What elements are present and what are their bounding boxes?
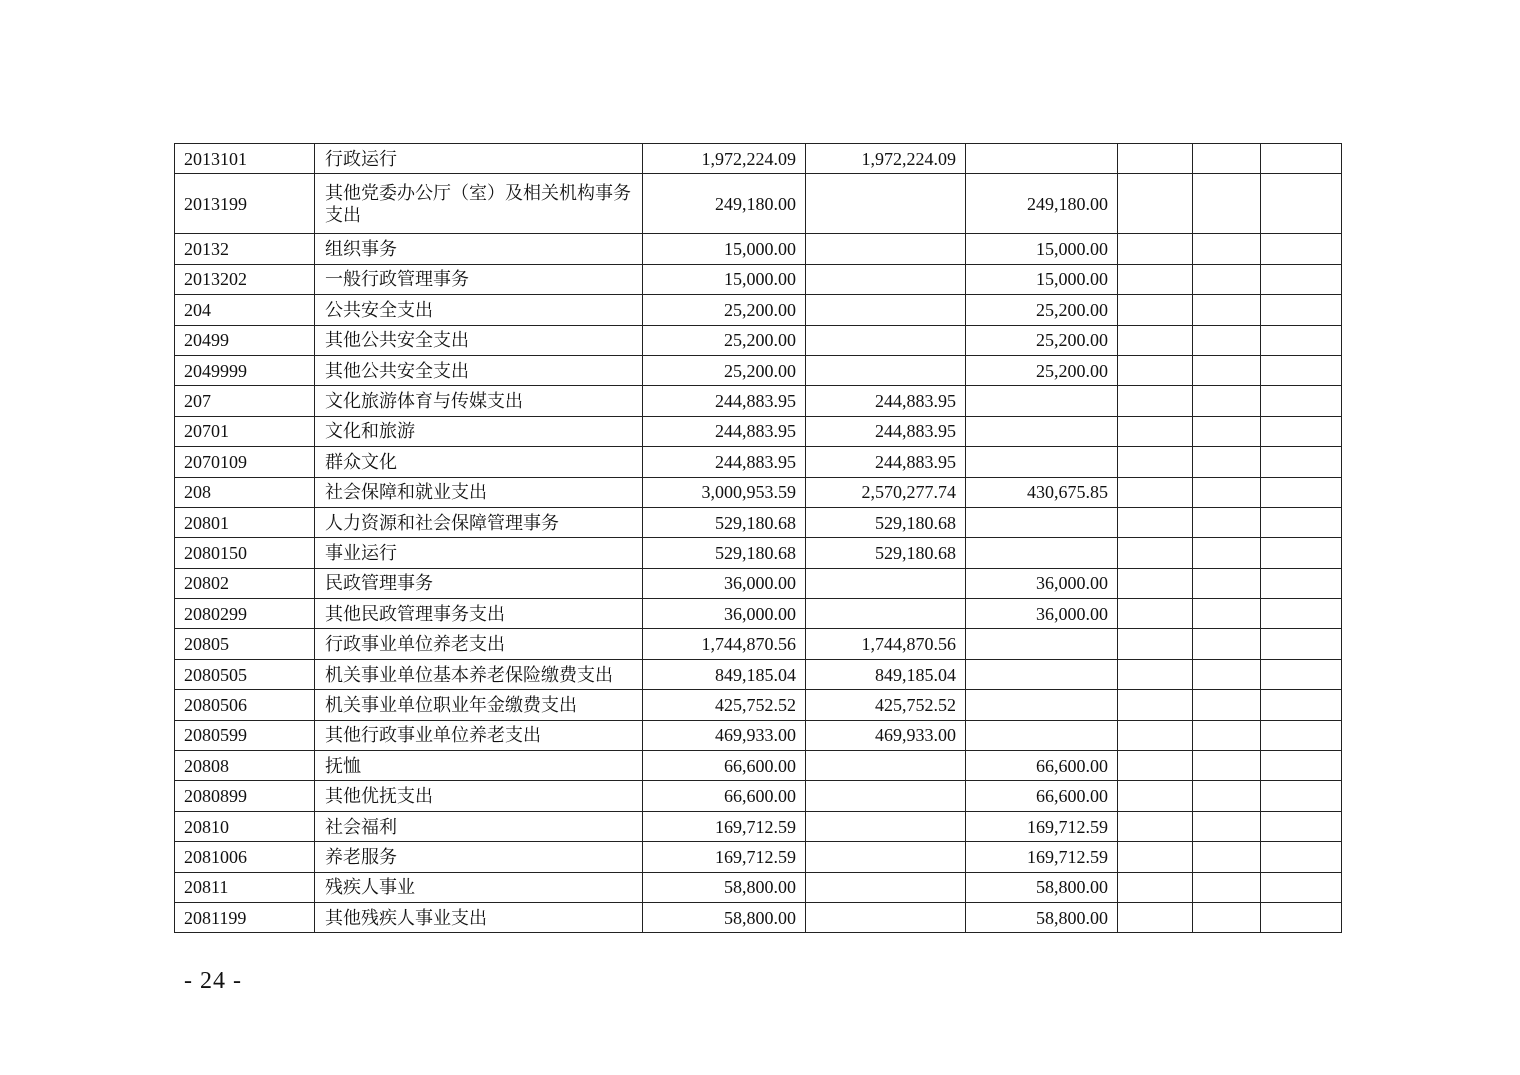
empty-cell: [1261, 568, 1342, 598]
table-row: [175, 690, 1342, 720]
name-cell: 抚恤: [315, 751, 643, 781]
code-cell: 20808: [175, 751, 315, 781]
empty-cell: [1193, 720, 1261, 750]
empty-cell: [1118, 872, 1193, 902]
code-cell: 20810: [175, 811, 315, 841]
project-cell: 36,000.00: [966, 568, 1118, 598]
project-cell: 15,000.00: [966, 234, 1118, 264]
code-cell: 20805: [175, 629, 315, 659]
empty-cell: [1193, 264, 1261, 294]
total-cell: 249,180.00: [643, 174, 806, 234]
basic-cell: [806, 295, 966, 325]
code-cell: 20701: [175, 416, 315, 446]
basic-cell: 529,180.68: [806, 507, 966, 537]
empty-cell: [1261, 902, 1342, 932]
empty-cell: [1118, 751, 1193, 781]
table-body: [175, 144, 1342, 933]
name-cell: 组织事务: [315, 234, 643, 264]
code-cell: 204: [175, 295, 315, 325]
project-cell: 25,200.00: [966, 355, 1118, 385]
empty-cell: [1193, 568, 1261, 598]
name-cell: 其他残疾人事业支出: [315, 902, 643, 932]
empty-cell: [1118, 325, 1193, 355]
empty-cell: [1261, 842, 1342, 872]
basic-cell: [806, 599, 966, 629]
empty-cell: [1193, 325, 1261, 355]
empty-cell: [1261, 416, 1342, 446]
empty-cell: [1193, 174, 1261, 234]
empty-cell: [1261, 264, 1342, 294]
empty-cell: [1118, 174, 1193, 234]
name-cell: 养老服务: [315, 842, 643, 872]
code-cell: 20811: [175, 872, 315, 902]
empty-cell: [1261, 144, 1342, 174]
total-cell: 529,180.68: [643, 538, 806, 568]
empty-cell: [1118, 842, 1193, 872]
total-cell: 66,600.00: [643, 751, 806, 781]
project-cell: 169,712.59: [966, 811, 1118, 841]
empty-cell: [1261, 872, 1342, 902]
total-cell: 244,883.95: [643, 447, 806, 477]
empty-cell: [1118, 690, 1193, 720]
empty-cell: [1193, 842, 1261, 872]
empty-cell: [1193, 659, 1261, 689]
total-cell: 425,752.52: [643, 690, 806, 720]
basic-cell: 2,570,277.74: [806, 477, 966, 507]
empty-cell: [1118, 629, 1193, 659]
project-cell: 66,600.00: [966, 781, 1118, 811]
name-cell: 社会福利: [315, 811, 643, 841]
table-row: [175, 264, 1342, 294]
total-cell: 58,800.00: [643, 872, 806, 902]
project-cell: 15,000.00: [966, 264, 1118, 294]
empty-cell: [1261, 690, 1342, 720]
empty-cell: [1261, 386, 1342, 416]
table-row: [175, 507, 1342, 537]
project-cell: 249,180.00: [966, 174, 1118, 234]
empty-cell: [1118, 902, 1193, 932]
code-cell: 20132: [175, 234, 315, 264]
empty-cell: [1118, 659, 1193, 689]
empty-cell: [1261, 599, 1342, 629]
code-cell: 20499: [175, 325, 315, 355]
empty-cell: [1193, 690, 1261, 720]
empty-cell: [1261, 507, 1342, 537]
code-cell: 2080599: [175, 720, 315, 750]
code-cell: 207: [175, 386, 315, 416]
code-cell: 2080505: [175, 659, 315, 689]
basic-cell: [806, 751, 966, 781]
empty-cell: [1193, 751, 1261, 781]
total-cell: 1,972,224.09: [643, 144, 806, 174]
code-cell: 2081199: [175, 902, 315, 932]
name-cell: 文化和旅游: [315, 416, 643, 446]
basic-cell: 244,883.95: [806, 447, 966, 477]
total-cell: 66,600.00: [643, 781, 806, 811]
total-cell: 3,000,953.59: [643, 477, 806, 507]
project-cell: [966, 659, 1118, 689]
table-row: [175, 234, 1342, 264]
empty-cell: [1193, 629, 1261, 659]
table-row: [175, 174, 1342, 234]
project-cell: [966, 416, 1118, 446]
table-row: [175, 629, 1342, 659]
empty-cell: [1118, 477, 1193, 507]
empty-cell: [1261, 295, 1342, 325]
table-row: [175, 811, 1342, 841]
empty-cell: [1261, 751, 1342, 781]
empty-cell: [1118, 811, 1193, 841]
empty-cell: [1118, 568, 1193, 598]
total-cell: 15,000.00: [643, 264, 806, 294]
empty-cell: [1193, 872, 1261, 902]
empty-cell: [1118, 447, 1193, 477]
total-cell: 244,883.95: [643, 416, 806, 446]
empty-cell: [1261, 538, 1342, 568]
name-cell: 人力资源和社会保障管理事务: [315, 507, 643, 537]
code-cell: 2081006: [175, 842, 315, 872]
basic-cell: 425,752.52: [806, 690, 966, 720]
name-cell: 事业运行: [315, 538, 643, 568]
empty-cell: [1193, 599, 1261, 629]
empty-cell: [1118, 507, 1193, 537]
code-cell: 2080299: [175, 599, 315, 629]
project-cell: 169,712.59: [966, 842, 1118, 872]
project-cell: 58,800.00: [966, 872, 1118, 902]
basic-cell: 244,883.95: [806, 386, 966, 416]
empty-cell: [1118, 144, 1193, 174]
empty-cell: [1261, 447, 1342, 477]
total-cell: 169,712.59: [643, 842, 806, 872]
empty-cell: [1193, 416, 1261, 446]
basic-cell: [806, 264, 966, 294]
table-row: [175, 325, 1342, 355]
total-cell: 25,200.00: [643, 355, 806, 385]
empty-cell: [1118, 355, 1193, 385]
empty-cell: [1193, 477, 1261, 507]
total-cell: 36,000.00: [643, 599, 806, 629]
project-cell: [966, 144, 1118, 174]
basic-cell: 849,185.04: [806, 659, 966, 689]
name-cell: 一般行政管理事务: [315, 264, 643, 294]
code-cell: 2049999: [175, 355, 315, 385]
empty-cell: [1261, 325, 1342, 355]
empty-cell: [1118, 295, 1193, 325]
table-row: [175, 386, 1342, 416]
project-cell: 58,800.00: [966, 902, 1118, 932]
total-cell: 529,180.68: [643, 507, 806, 537]
basic-cell: [806, 355, 966, 385]
name-cell: 机关事业单位职业年金缴费支出: [315, 690, 643, 720]
empty-cell: [1118, 720, 1193, 750]
total-cell: 15,000.00: [643, 234, 806, 264]
basic-cell: 529,180.68: [806, 538, 966, 568]
table-row: [175, 872, 1342, 902]
empty-cell: [1193, 538, 1261, 568]
code-cell: 2013101: [175, 144, 315, 174]
name-cell: 其他党委办公厅（室）及相关机构事务支出: [315, 174, 643, 234]
code-cell: 20802: [175, 568, 315, 598]
empty-cell: [1118, 781, 1193, 811]
project-cell: 25,200.00: [966, 325, 1118, 355]
name-cell: 其他行政事业单位养老支出: [315, 720, 643, 750]
total-cell: 169,712.59: [643, 811, 806, 841]
code-cell: 2080150: [175, 538, 315, 568]
name-cell: 民政管理事务: [315, 568, 643, 598]
project-cell: [966, 690, 1118, 720]
table-row: [175, 842, 1342, 872]
name-cell: 其他公共安全支出: [315, 355, 643, 385]
project-cell: 66,600.00: [966, 751, 1118, 781]
basic-cell: 1,972,224.09: [806, 144, 966, 174]
total-cell: 36,000.00: [643, 568, 806, 598]
total-cell: 469,933.00: [643, 720, 806, 750]
code-cell: 2070109: [175, 447, 315, 477]
empty-cell: [1193, 355, 1261, 385]
table-row: [175, 720, 1342, 750]
code-cell: 20801: [175, 507, 315, 537]
table-row: [175, 447, 1342, 477]
code-cell: 2080506: [175, 690, 315, 720]
empty-cell: [1261, 174, 1342, 234]
name-cell: 其他民政管理事务支出: [315, 599, 643, 629]
basic-cell: [806, 234, 966, 264]
empty-cell: [1193, 811, 1261, 841]
project-cell: [966, 629, 1118, 659]
table-row: [175, 659, 1342, 689]
table-row: [175, 781, 1342, 811]
empty-cell: [1193, 386, 1261, 416]
empty-cell: [1261, 355, 1342, 385]
basic-cell: [806, 902, 966, 932]
basic-cell: 469,933.00: [806, 720, 966, 750]
name-cell: 其他优抚支出: [315, 781, 643, 811]
empty-cell: [1118, 386, 1193, 416]
name-cell: 公共安全支出: [315, 295, 643, 325]
empty-cell: [1193, 902, 1261, 932]
basic-cell: 1,744,870.56: [806, 629, 966, 659]
budget-table: [174, 143, 1342, 933]
project-cell: 430,675.85: [966, 477, 1118, 507]
project-cell: [966, 538, 1118, 568]
total-cell: 849,185.04: [643, 659, 806, 689]
name-cell: 群众文化: [315, 447, 643, 477]
empty-cell: [1193, 507, 1261, 537]
basic-cell: [806, 568, 966, 598]
project-cell: 36,000.00: [966, 599, 1118, 629]
empty-cell: [1118, 234, 1193, 264]
table-row: [175, 538, 1342, 568]
empty-cell: [1193, 781, 1261, 811]
empty-cell: [1118, 416, 1193, 446]
total-cell: 58,800.00: [643, 902, 806, 932]
basic-cell: [806, 872, 966, 902]
table-row: [175, 599, 1342, 629]
code-cell: 2080899: [175, 781, 315, 811]
empty-cell: [1261, 629, 1342, 659]
name-cell: 行政事业单位养老支出: [315, 629, 643, 659]
basic-cell: [806, 174, 966, 234]
project-cell: 25,200.00: [966, 295, 1118, 325]
table-row: [175, 355, 1342, 385]
code-cell: 2013199: [175, 174, 315, 234]
project-cell: [966, 386, 1118, 416]
basic-cell: [806, 781, 966, 811]
empty-cell: [1193, 234, 1261, 264]
table-row: [175, 477, 1342, 507]
table-row: [175, 751, 1342, 781]
code-cell: 2013202: [175, 264, 315, 294]
name-cell: 残疾人事业: [315, 872, 643, 902]
empty-cell: [1118, 538, 1193, 568]
basic-cell: 244,883.95: [806, 416, 966, 446]
page-number: - 24 -: [184, 968, 242, 994]
name-cell: 文化旅游体育与传媒支出: [315, 386, 643, 416]
total-cell: 25,200.00: [643, 295, 806, 325]
empty-cell: [1261, 477, 1342, 507]
table-row: [175, 295, 1342, 325]
empty-cell: [1118, 599, 1193, 629]
name-cell: 行政运行: [315, 144, 643, 174]
name-cell: 机关事业单位基本养老保险缴费支出: [315, 659, 643, 689]
table-row: [175, 568, 1342, 598]
project-cell: [966, 720, 1118, 750]
basic-cell: [806, 811, 966, 841]
empty-cell: [1193, 144, 1261, 174]
empty-cell: [1118, 264, 1193, 294]
table-row: [175, 416, 1342, 446]
total-cell: 25,200.00: [643, 325, 806, 355]
code-cell: 208: [175, 477, 315, 507]
total-cell: 244,883.95: [643, 386, 806, 416]
empty-cell: [1193, 447, 1261, 477]
name-cell: 其他公共安全支出: [315, 325, 643, 355]
project-cell: [966, 447, 1118, 477]
empty-cell: [1261, 659, 1342, 689]
empty-cell: [1261, 811, 1342, 841]
table-row: [175, 144, 1342, 174]
project-cell: [966, 507, 1118, 537]
empty-cell: [1261, 781, 1342, 811]
empty-cell: [1261, 234, 1342, 264]
table-row: [175, 902, 1342, 932]
name-cell: 社会保障和就业支出: [315, 477, 643, 507]
empty-cell: [1261, 720, 1342, 750]
empty-cell: [1193, 295, 1261, 325]
basic-cell: [806, 325, 966, 355]
basic-cell: [806, 842, 966, 872]
total-cell: 1,744,870.56: [643, 629, 806, 659]
